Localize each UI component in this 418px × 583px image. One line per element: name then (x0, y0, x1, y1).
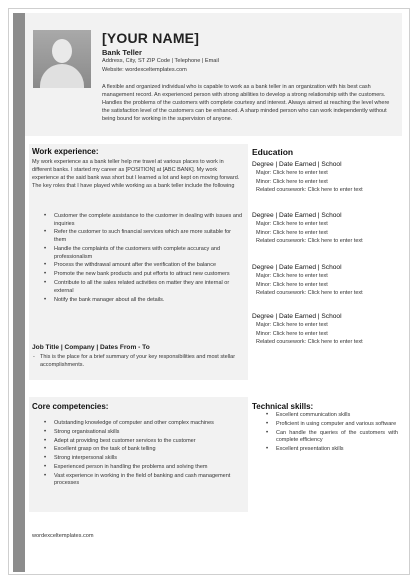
major-line: Major: Click here to enter text (256, 322, 328, 328)
list-item: • Adept at providing best customer services to the customer (42, 438, 242, 446)
website-line: Website: wordexceltemplates.com (102, 67, 187, 73)
work-intro-text: My work experience as a bank teller help me travel at various places to work in different banks. I started my career as [POSITION] at [ABC BANK]. My work experience at the said bank was short but I learned a lot and kept on moving forward. The key roles that I have played while working as a bank teller include the following (32, 159, 240, 189)
degree-line: Degree | Date Earned | School (252, 212, 342, 219)
coursework-line: Related coursework: Click here to enter text (256, 187, 363, 194)
list-item: • Strong organisational skills (42, 429, 242, 437)
work-experience-heading: Work experience: (32, 147, 99, 156)
major-line: Major: Click here to enter text (256, 273, 328, 279)
job-summary-list (32, 353, 244, 369)
major-line: Major: Click here to enter text (256, 170, 328, 176)
education-entry (252, 264, 402, 298)
list-item: • Promote the new bank products and put efforts to attract new customers (42, 271, 242, 279)
degree-line: Degree | Date Earned | School (252, 264, 342, 271)
list-item: • Excellent presentation skills (264, 446, 398, 454)
list-item: • Can handle the queries of the customers with complete efficiency (264, 430, 398, 445)
avatar-head-shape (52, 39, 72, 63)
avatar-shoulders-shape (40, 64, 84, 88)
education-entry (252, 212, 402, 246)
profile-summary: A flexible and organized individual who is capable to work as a bank teller in an organization with his best cash management record. An experienced person with strong abilities to develop a strong relationship with the customers. Handles the problems of the customers with complete courtesy and interest. Always aimed at reaching the level where the satisfaction level of the customers can be enhanced. A sharp minded person who can work independently without being bound for working in the supervision of anyone. (102, 84, 390, 122)
list-item: • Proficient in using computer and various software (264, 421, 398, 429)
minor-line: Minor: Click here to enter text (256, 281, 328, 288)
footer-website: wordexceltemplates.com (32, 533, 94, 539)
profile-photo-placeholder (33, 30, 91, 88)
technical-skills-list (264, 412, 398, 455)
list-item: • Strong interpersonal skills (42, 455, 242, 463)
list-item: • Outstanding knowledge of computer and other complex machines (42, 420, 242, 428)
degree-line: Degree | Date Earned | School (252, 313, 342, 320)
candidate-name: [YOUR NAME] (102, 30, 200, 46)
list-item: • Handle the complaints of the customers with complete accuracy and professionalism (42, 246, 242, 261)
coursework-line: Related coursework: Click here to enter text (256, 290, 363, 297)
education-heading: Education (252, 147, 294, 157)
list-item: • Excellent grasp on the task of bank telling (42, 446, 242, 454)
list-item: • Vast experience in working in the field of banking and cash management processes (42, 473, 242, 488)
degree-line: Degree | Date Earned | School (252, 161, 342, 168)
minor-line: Minor: Click here to enter text (256, 330, 328, 337)
competencies-list (42, 420, 242, 489)
list-item: • Excellent communication skills (264, 412, 398, 420)
coursework-line: Related coursework: Click here to enter text (256, 339, 363, 346)
coursework-line: Related coursework: Click here to enter text (256, 238, 363, 245)
list-item: • Refer the customer to such financial services which are more suitable for them (42, 229, 242, 244)
minor-line: Minor: Click here to enter text (256, 229, 328, 236)
job-role: Bank Teller (102, 48, 142, 57)
list-item: • Process the withdrawal amount after the verification of the balance (42, 262, 242, 270)
contact-line: Address, City, ST ZIP Code | Telephone | Email (102, 58, 219, 64)
core-competencies-heading: Core competencies: (32, 402, 109, 411)
list-item: • Customer the complete assistance to the customer in dealing with issues and inquiries (42, 213, 242, 228)
list-item: • Contribute to all the sales related activities on matter they are internal or external (42, 280, 242, 295)
major-line: Major: Click here to enter text (256, 221, 328, 227)
list-item: • Experienced person in handling the problems and solving them (42, 464, 242, 472)
job-title-line: Job Title | Company | Dates From - To (32, 344, 150, 351)
duties-list (42, 213, 242, 306)
technical-skills-heading: Technical skills: (252, 402, 314, 411)
left-accent-bar (13, 13, 25, 572)
education-entry (252, 161, 402, 195)
list-item: • Notify the bank manager about all the details. (42, 297, 242, 305)
education-entry (252, 313, 402, 347)
list-item: - This is the place for a brief summary of your key responsibilities and most stellar accomplishments. (32, 353, 244, 369)
minor-line: Minor: Click here to enter text (256, 178, 328, 185)
